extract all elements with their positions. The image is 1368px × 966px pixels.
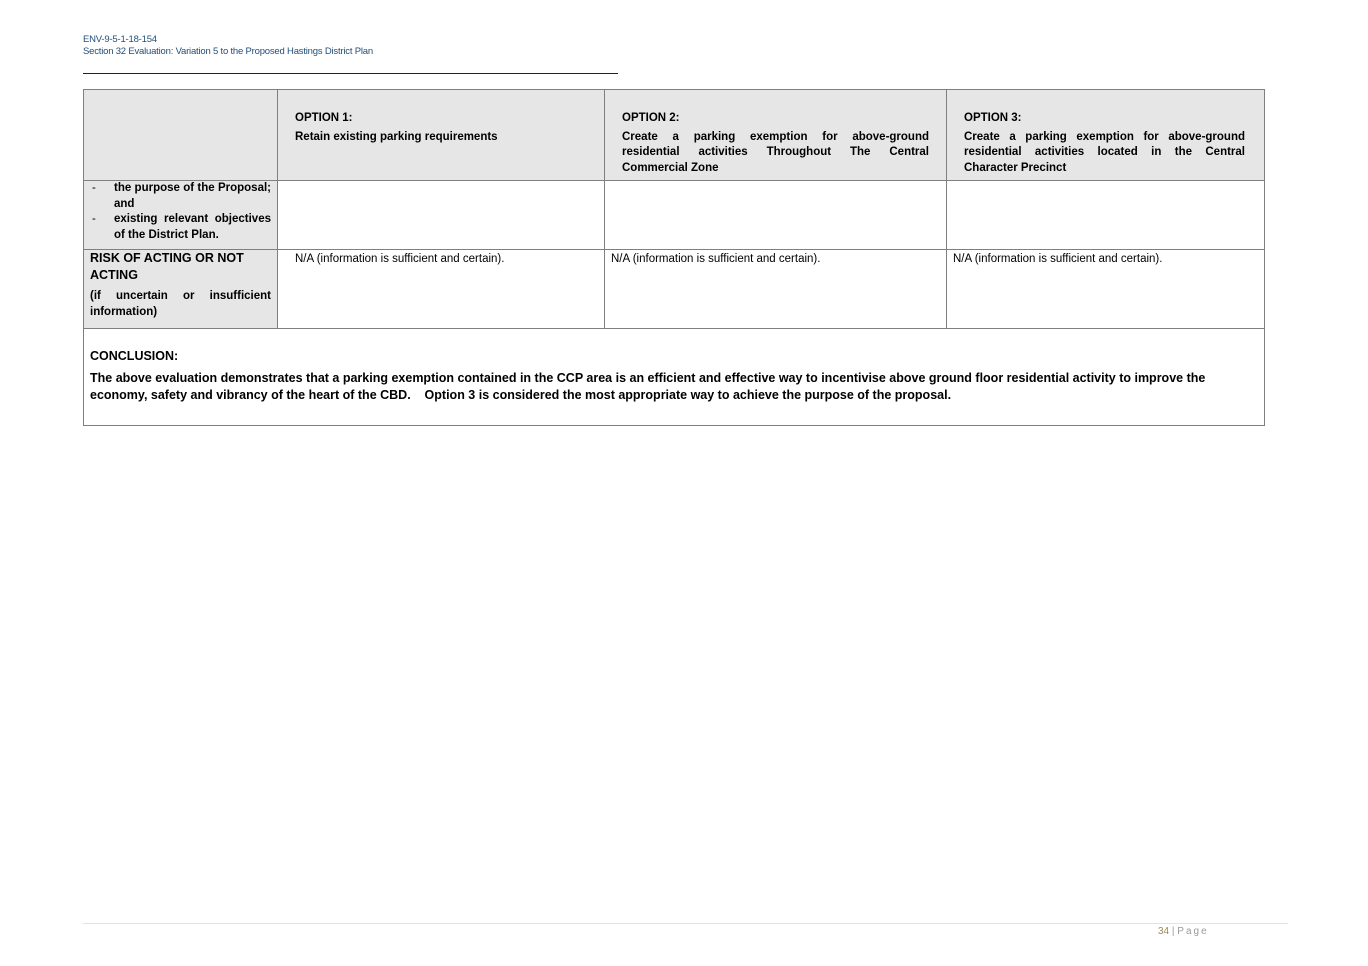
risk-label-cell xyxy=(84,250,278,329)
option-1-title: OPTION 1: xyxy=(295,112,353,124)
option-2-description: Create a parking exemption for above-ground residential activities Throughout The Central Commercial Zone xyxy=(622,130,929,174)
document-header xyxy=(83,34,373,58)
risk-option-2-cell xyxy=(605,250,947,329)
criteria-row xyxy=(84,181,1265,250)
conclusion-text: The above evaluation demonstrates that a parking exemption contained in the CCP area is an efficient and effective way to incentivise above ground floor residential activity to improve the economy, safety and vibrancy of the heart of the CBD. Option 3 is considered the most appropriate way to achieve the purpose of the proposal. xyxy=(90,370,1209,402)
option-3-description: Create a parking exemption for above-ground residential activities located in the Central Character Precinct xyxy=(964,130,1245,174)
option-3-title: OPTION 3: xyxy=(964,112,1022,124)
option-3-header xyxy=(947,90,1265,181)
options-header-row xyxy=(84,90,1265,181)
blank-header-cell xyxy=(84,90,278,181)
conclusion-title: CONCLUSION: xyxy=(90,349,179,363)
option-2-title: OPTION 2: xyxy=(622,112,680,124)
evaluation-table xyxy=(83,89,1265,426)
document-reference: ENV-9-5-1-18-154 xyxy=(83,34,157,45)
criteria-list xyxy=(84,181,277,243)
list-dash: - xyxy=(92,182,96,194)
risk-option-2-text: N/A (information is sufficient and certain). xyxy=(611,253,821,265)
document-subtitle: Section 32 Evaluation: Variation 5 to the Proposed Hastings District Plan xyxy=(83,46,373,57)
list-dash: - xyxy=(92,213,96,225)
risk-option-3-text: N/A (information is sufficient and certain). xyxy=(953,253,1163,265)
page-label: Page xyxy=(1177,926,1209,937)
option-1-header xyxy=(278,90,605,181)
list-item-text: the purpose of the Proposal; and xyxy=(114,182,271,210)
page-number-footer xyxy=(1158,926,1209,937)
risk-row xyxy=(84,250,1265,329)
list-item-text: existing relevant objectives of the District Plan. xyxy=(114,213,271,241)
footer-divider xyxy=(83,923,1288,924)
conclusion-cell xyxy=(84,329,1265,426)
list-item xyxy=(84,181,277,212)
conclusion-row xyxy=(84,329,1265,426)
option-1-description: Retain existing parking requirements xyxy=(295,130,498,143)
risk-option-1-text: N/A (information is sufficient and certain). xyxy=(295,253,505,265)
criteria-cell xyxy=(84,181,278,250)
risk-option-1-cell xyxy=(278,250,605,329)
risk-option-3-cell xyxy=(947,250,1265,329)
list-item xyxy=(84,212,277,243)
option-2-header xyxy=(605,90,947,181)
page-number: 34 xyxy=(1158,926,1170,937)
risk-title: RISK OF ACTING OR NOT ACTING xyxy=(90,251,244,282)
page-separator: | xyxy=(1171,926,1175,937)
criteria-option-1-cell xyxy=(278,181,605,250)
criteria-option-3-cell xyxy=(947,181,1265,250)
header-divider xyxy=(83,73,618,74)
criteria-option-2-cell xyxy=(605,181,947,250)
risk-subtitle: (if uncertain or insufficient information) xyxy=(90,290,271,318)
